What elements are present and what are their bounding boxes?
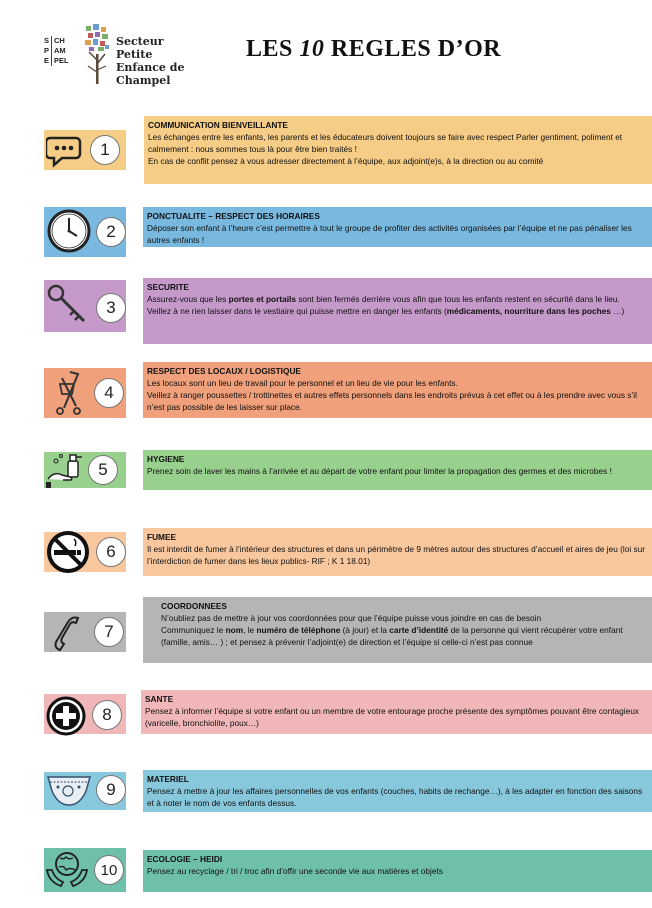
text-run-bold: portes et portails (228, 294, 296, 304)
clock-icon (46, 208, 92, 254)
rule-number: 6 (96, 537, 126, 567)
rule-text: Il est interdit de fumer à l’intérieur des structures et dans un périmètre de 9 mètres autour des structures d’accueil et aires de jeu (loi sur l’interdiction de fumer dans les lieux publics- RIF ; K 1 18.01) (147, 544, 646, 566)
logo (44, 24, 194, 86)
text-run: , le (243, 625, 257, 635)
rule-text (161, 624, 648, 648)
title-text: LES (246, 36, 300, 62)
rule-heading: SECURITE (147, 282, 189, 292)
logo-letter: AM (54, 46, 66, 55)
tree-icon (84, 24, 110, 86)
text-run-bold: nom (225, 625, 244, 635)
text-run: Veillez à ne rien laisser dans le vestiaire qui puisse mettre en danger les enfants ( (147, 306, 447, 316)
rule-number: 8 (92, 700, 122, 730)
rule-text: Prenez soin de laver les mains à l’arrivée et au départ de votre enfant pour limiter la propagation des germes et des microbes ! (147, 466, 612, 476)
phone-icon (46, 612, 92, 652)
rule-heading: RESPECT DES LOCAUX / LOGISTIQUE (147, 366, 301, 376)
text-run: de la personne qui vient récupérer votre enfant (famille, amis… ) ; et pensez à prévenir l’adjoint(e) de direction et l’équipe si celle-ci n’est pas connue (161, 625, 623, 647)
rule-box (143, 450, 652, 490)
logo-text-line: Enfance de (116, 61, 185, 74)
rule-box (143, 528, 652, 576)
logo-text-line: Secteur Petite (116, 35, 164, 61)
rule-box (143, 597, 652, 663)
rule-box (143, 278, 652, 344)
rule-text: Déposer son enfant à l’heure c’est permettre à tout le groupe de profiter des activités organisées par l’équipe et ne pas pénaliser les autres enfants ! (147, 223, 632, 245)
rule-box (144, 116, 652, 184)
rule-box (143, 850, 652, 892)
rule-text: Veillez à ranger poussettes / trottinettes et autres effets personnels dans les endroits prévus à cet effet ou à les prendre avec vous s’il n’est pas possible de les laisser sur place. (147, 390, 637, 412)
rule-number: 4 (94, 378, 124, 408)
rule-text: N’oubliez pas de mettre à jour vos coordonnées pour que l’équipe puisse vous joindre en cas de besoin (161, 613, 542, 623)
text-run-bold: carte d’identité (389, 625, 449, 635)
rule-heading: MATERIEL (147, 774, 189, 784)
rule-text: Pensez à informer l’équipe si votre enfant ou un membre de votre entourage proche présente des symptômes pouvant être contagieux (varicelle, bronchiolite, poux…) (145, 706, 639, 728)
logo-letter: CH (54, 36, 65, 45)
eco-hands-globe-icon (44, 848, 90, 892)
logo-letter: P (44, 46, 50, 55)
text-run-bold: numéro de téléphone (256, 625, 341, 635)
rule-heading: FUMEE (147, 532, 177, 542)
rule-text: Les échanges entre les enfants, les parents et les éducateurs doivent toujours se faire avec respect Parler gentiment, poliment et calmement : nous sommes tous là pour être bien traités ! (148, 132, 623, 154)
logo-text-line: Champel (116, 74, 171, 87)
medical-cross-icon (44, 694, 88, 738)
rule-text: Pensez à mettre à jour les affaires personnelles de vos enfants (couches, habits de rechange…), à les adapter en fonction des saisons et à noter le nom de vos enfants dessus. (147, 786, 643, 808)
rule-number: 10 (94, 855, 124, 885)
diaper-icon (46, 774, 92, 808)
speech-bubble-icon (46, 130, 86, 170)
rule-number: 5 (88, 455, 118, 485)
rule-heading: ECOLOGIE – HEIDI (147, 854, 223, 864)
text-run: …) (610, 306, 625, 316)
rule-box (143, 362, 652, 418)
rule-heading: COORDONNEES (161, 601, 227, 611)
rule-heading: HYGIENE (147, 454, 185, 464)
rule-text: En cas de conflit pensez à vous adresser directement à l’équipe, aux adjoint(e)s, à la direction ou au comité (148, 156, 544, 166)
rule-text (147, 305, 648, 317)
hand-washing-icon (44, 449, 86, 489)
stroller-icon (46, 368, 92, 418)
key-icon (46, 282, 92, 328)
page-title (246, 36, 501, 63)
text-run: Communiquez le (161, 625, 226, 635)
rule-box (143, 770, 652, 812)
text-run: (à jour) et la (340, 625, 390, 635)
logo-letter: S (44, 36, 50, 45)
logo-letters (44, 36, 69, 66)
rule-number: 2 (96, 217, 126, 247)
rule-text: Les locaux sont un lieu de travail pour le personnel et un lieu de vie pour les enfants. (147, 378, 458, 388)
rule-box (143, 207, 652, 247)
text-run: Assurez-vous que les (147, 294, 229, 304)
title-text: REGLES D’OR (324, 36, 502, 62)
logo-text (116, 35, 194, 87)
no-smoking-icon (45, 529, 91, 575)
rule-text (147, 293, 648, 305)
rule-number: 7 (94, 617, 124, 647)
rule-number: 3 (96, 293, 126, 323)
rule-heading: PONCTUALITE – RESPECT DES HORAIRES (147, 211, 320, 221)
text-run: sont bien fermés derrière vous afin que tous les enfants restent en sécurité dans le lieu. (295, 294, 620, 304)
title-number: 10 (299, 36, 325, 62)
text-run-bold: médicaments, nourriture dans les poches (446, 306, 611, 316)
logo-letter: E (44, 56, 50, 65)
rule-number: 1 (90, 135, 120, 165)
rule-heading: COMMUNICATION BIENVEILLANTE (148, 120, 288, 130)
rule-box (141, 690, 652, 734)
logo-letter: PEL (54, 56, 69, 65)
rule-number: 9 (96, 775, 126, 805)
rule-text: Pensez au recyclage / tri / troc afin d’offir une seconde vie aux matières et objets (147, 866, 443, 876)
rule-heading: SANTE (145, 694, 174, 704)
